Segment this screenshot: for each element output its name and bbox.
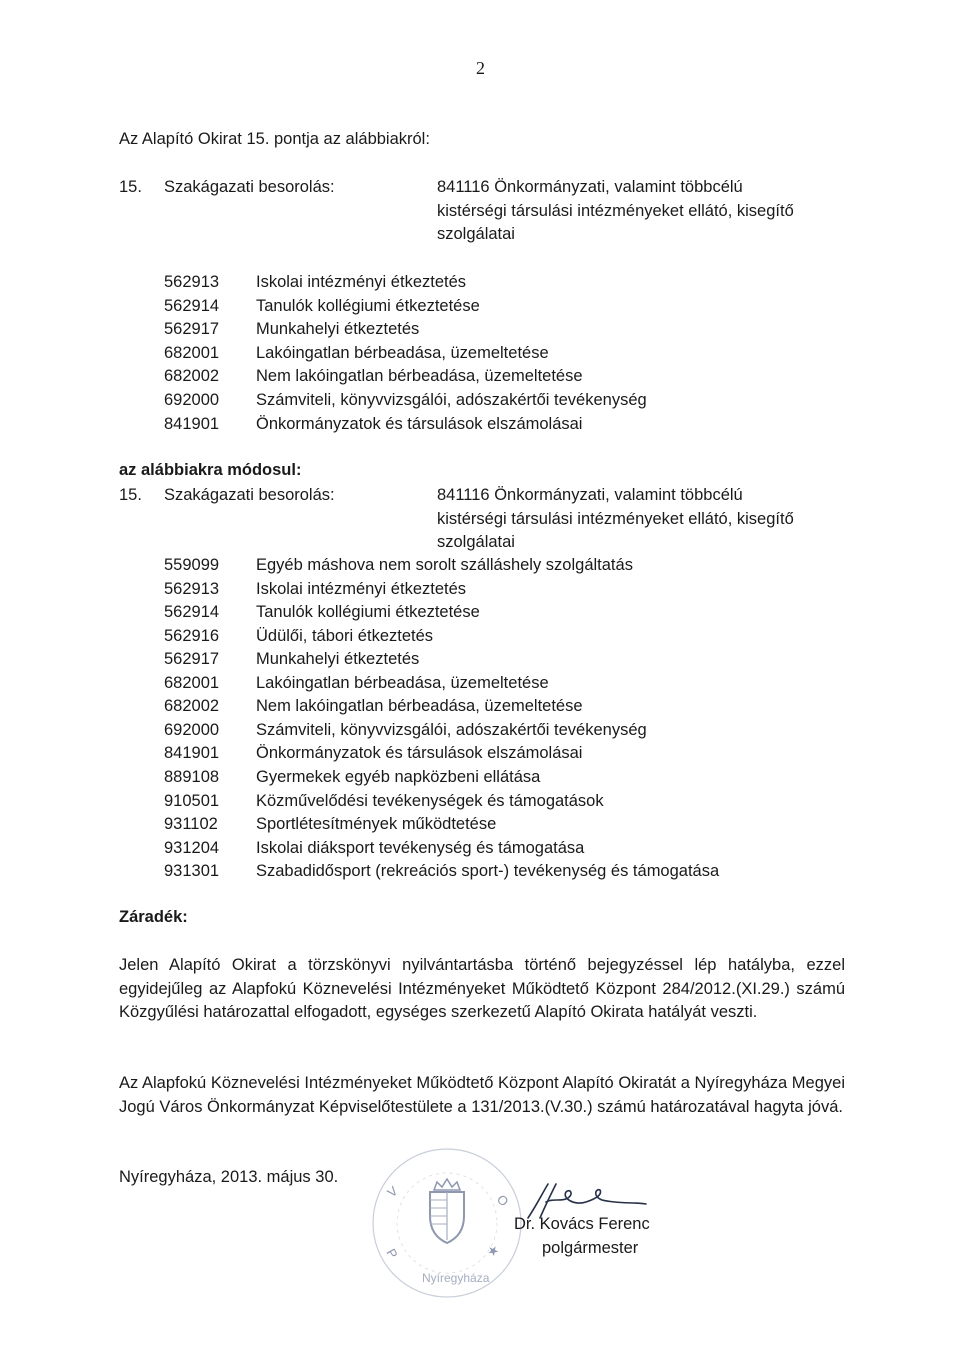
activity-code: 682002 — [164, 367, 220, 386]
activity-code: 910501 — [164, 791, 220, 810]
activity-description: Tanulók kollégiumi étkeztetése — [256, 296, 480, 315]
activity-code: 692000 — [164, 391, 220, 409]
activity-code: 562913 — [164, 273, 220, 291]
activity-code: 889108 — [164, 767, 220, 786]
activity-description: Nem lakóingatlan bérbeadása, üzemeltetése — [256, 367, 583, 386]
activity-code: 559099 — [164, 556, 220, 574]
activity-description: Lakóingatlan bérbeadása, üzemeltetése — [256, 673, 549, 692]
activity-code: 682001 — [164, 673, 220, 692]
activity-description: Önkormányzatok és társulások elszámolásai — [256, 744, 583, 763]
activity-description: Számviteli, könyvvizsgálói, adószakértői tevékenység — [256, 720, 647, 739]
activity-description: Tanulók kollégiumi étkeztetése — [256, 603, 480, 622]
section-label: Szakágazati besorolás: — [164, 178, 335, 196]
clause-heading: Záradék: — [119, 908, 188, 926]
svg-text:V: V — [384, 1183, 401, 1201]
activity-description: Üdülői, tábori étkeztetés — [256, 626, 434, 645]
section-label: Szakágazati besorolás: — [164, 486, 335, 504]
activity-description: Iskolai diáksport tevékenység és támogatása — [256, 838, 585, 857]
clause-paragraph: Jelen Alapító Okirat a törzskönyvi nyilvántartásba történő bejegyzéssel lép hatályba, ezzel egyidejűleg az Alapfokú Köznevelési Intézményeket Működtető Központ 284/2012.(XI.29.) számú Közgyűlési határozattal elfogadott, egységes szerkezetű Alapító Okirata hatályát veszti. — [119, 956, 845, 1022]
main-code-line: kistérségi társulási intézményeket ellátó, kisegítő — [437, 201, 794, 220]
main-code-line: kistérségi társulási intézményeket ellátó, kisegítő — [437, 509, 794, 528]
activity-description: Önkormányzatok és társulások elszámolásai — [256, 414, 583, 433]
activity-code: 841901 — [164, 414, 220, 433]
activity-description: Közművelődési tevékenységek és támogatások — [256, 791, 604, 810]
activity-code: 841901 — [164, 744, 220, 763]
section-number: 15. — [119, 486, 142, 504]
svg-text:P: P — [383, 1246, 401, 1262]
page-number: 2 — [476, 58, 485, 78]
date-line: Nyíregyháza, 2013. május 30. — [119, 1168, 339, 1186]
activity-description: Iskolai intézményi étkeztetés — [256, 579, 467, 598]
activity-code: 682001 — [164, 343, 220, 362]
modifies-heading: az alábbiakra módosul: — [119, 461, 302, 479]
activity-code: 562917 — [164, 320, 220, 339]
activity-code: 931102 — [164, 815, 218, 834]
activity-code: 562916 — [164, 626, 220, 645]
main-code-line: 841116 Önkormányzati, valamint többcélú — [437, 178, 743, 196]
main-code-line: 841116 Önkormányzati, valamint többcélú — [437, 486, 743, 504]
activity-code: 562914 — [164, 603, 220, 622]
activity-code: 562914 — [164, 296, 220, 315]
main-code-line: szolgálatai — [437, 533, 515, 551]
intro-line: Az Alapító Okirat 15. pontja az alábbiakról: — [119, 130, 430, 148]
activity-description: Gyermekek egyéb napközbeni ellátása — [256, 767, 541, 786]
main-code-line: szolgálatai — [437, 225, 515, 243]
activity-code: 562913 — [164, 579, 220, 598]
signatory-title: polgármester — [542, 1239, 639, 1257]
activity-code: 682002 — [164, 697, 220, 716]
activity-description: Sportlétesítmények működtetése — [256, 815, 497, 834]
activity-description: Számviteli, könyvvizsgálói, adószakértői tevékenység — [256, 391, 647, 409]
activity-description: Munkahelyi étkeztetés — [256, 650, 420, 669]
activity-description: Lakóingatlan bérbeadása, üzemeltetése — [256, 343, 549, 362]
activity-description: Munkahelyi étkeztetés — [256, 320, 420, 339]
activity-description: Iskolai intézményi étkeztetés — [256, 273, 467, 291]
activity-code: 931301 — [164, 862, 220, 881]
activity-description: Egyéb máshova nem sorolt szálláshely szolgáltatás — [256, 556, 633, 574]
activity-code: 692000 — [164, 720, 220, 739]
activity-description: Szabadidősport (rekreációs sport-) tevékenység és támogatása — [256, 862, 720, 881]
activity-code: 562917 — [164, 650, 220, 669]
signatory-name: Dr. Kovács Ferenc — [514, 1215, 650, 1233]
approval-paragraph: Az Alapfokú Köznevelési Intézményeket Működtető Központ Alapító Okiratát a Nyíregyháza Megyei Jogú Város Önkormányzat Képviselőtestülete a 131/2013.(V.30.) számú határozatával hagyta jóvá. — [119, 1074, 845, 1116]
svg-text:★: ★ — [483, 1241, 503, 1261]
activity-code: 931204 — [164, 838, 220, 857]
official-seal — [364, 1140, 530, 1306]
section-number: 15. — [119, 178, 142, 196]
svg-text:O: O — [493, 1191, 512, 1210]
coat-of-arms-icon — [430, 1179, 464, 1243]
activity-description: Nem lakóingatlan bérbeadása, üzemeltetése — [256, 697, 583, 716]
seal-text: Nyíregyháza — [422, 1271, 490, 1285]
